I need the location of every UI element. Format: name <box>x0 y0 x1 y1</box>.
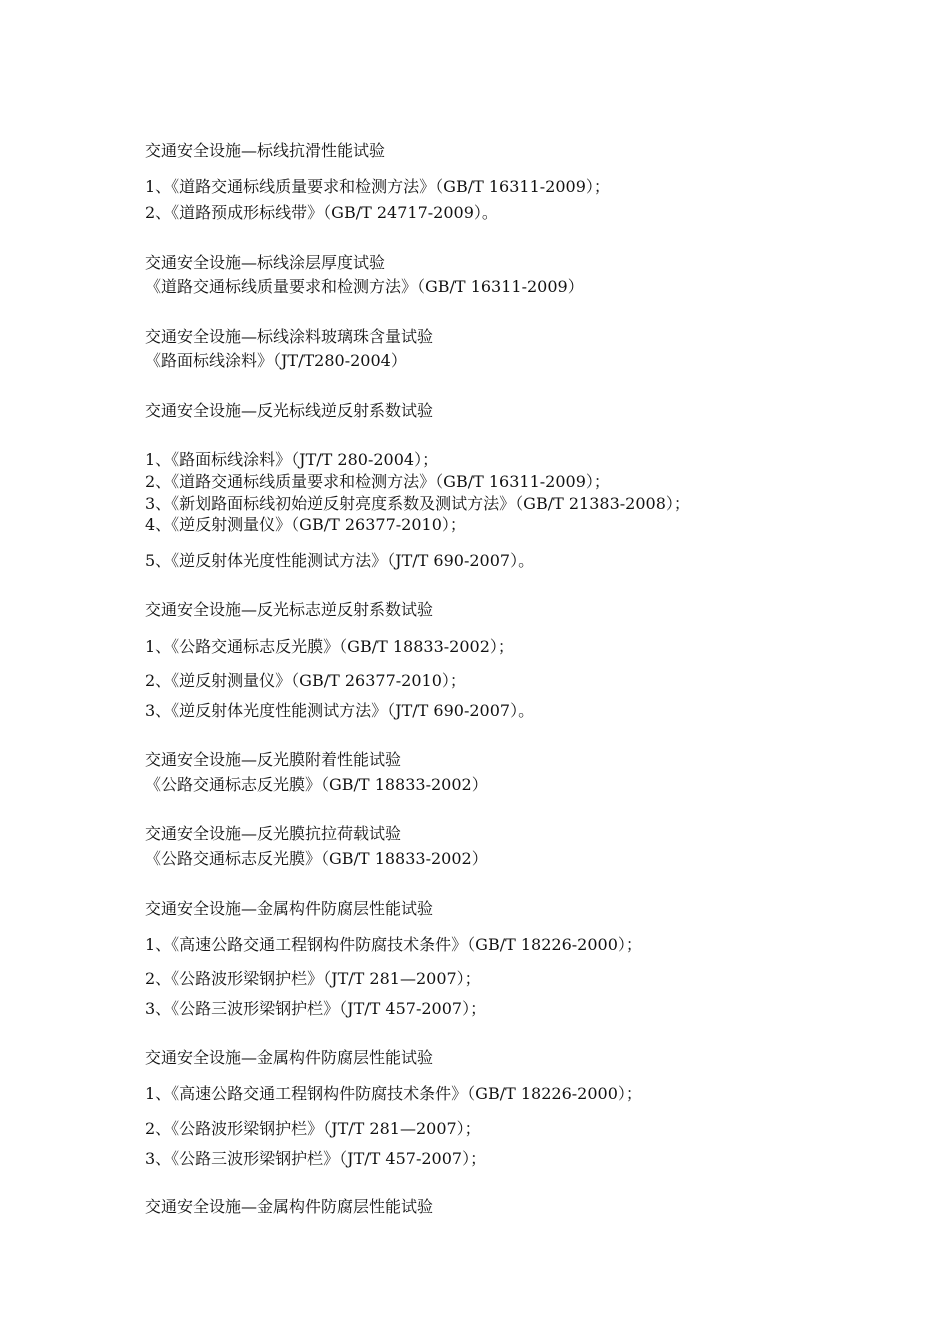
list-item: 3、《公路三波形梁钢护栏》（JT/T 457-2007）； <box>145 1149 487 1168</box>
section-heading: 交通安全设施—反光标线逆反射系数试验 <box>145 401 434 420</box>
section-heading: 交通安全设施—金属构件防腐层性能试验 <box>145 1048 434 1067</box>
list-item: 《路面标线涂料》（JT/T280-2004） <box>145 351 407 370</box>
list-item: 2、《道路交通标线质量要求和检测方法》（GB/T 16311-2009）； <box>145 472 610 491</box>
section-heading: 交通安全设施—反光标志逆反射系数试验 <box>145 600 434 619</box>
section-heading: 交通安全设施—标线抗滑性能试验 <box>145 141 386 160</box>
section-heading: 交通安全设施—标线涂层厚度试验 <box>145 253 386 272</box>
list-item: 《公路交通标志反光膜》（GB/T 18833-2002） <box>145 775 488 794</box>
list-item: 3、《新划路面标线初始逆反射亮度系数及测试方法》（GB/T 21383-2008）； <box>145 494 690 513</box>
list-item: 2、《公路波形梁钢护栏》（JT/T 281—2007）； <box>145 969 481 988</box>
list-item: 《公路交通标志反光膜》（GB/T 18833-2002） <box>145 849 488 868</box>
list-item: 2、《公路波形梁钢护栏》（JT/T 281—2007）； <box>145 1119 481 1138</box>
list-item: 1、《公路交通标志反光膜》（GB/T 18833-2002）； <box>145 637 514 656</box>
section-heading: 交通安全设施—反光膜附着性能试验 <box>145 750 402 769</box>
list-item: 4、《逆反射测量仪》（GB/T 26377-2010）； <box>145 515 466 534</box>
list-item: 《道路交通标线质量要求和检测方法》（GB/T 16311-2009） <box>145 277 584 296</box>
list-item: 1、《路面标线涂料》（JT/T 280-2004）； <box>145 450 439 469</box>
list-item: 5、《逆反射体光度性能测试方法》（JT/T 690-2007）。 <box>145 551 535 570</box>
list-item: 3、《公路三波形梁钢护栏》（JT/T 457-2007）； <box>145 999 487 1018</box>
list-item: 2、《逆反射测量仪》（GB/T 26377-2010）； <box>145 671 466 690</box>
list-item: 2、《道路预成形标线带》（GB/T 24717-2009）。 <box>145 203 498 222</box>
section-heading: 交通安全设施—金属构件防腐层性能试验 <box>145 1197 434 1216</box>
section-heading: 交通安全设施—反光膜抗拉荷载试验 <box>145 824 402 843</box>
list-item: 1、《道路交通标线质量要求和检测方法》（GB/T 16311-2009）； <box>145 177 610 196</box>
list-item: 1、《高速公路交通工程钢构件防腐技术条件》（GB/T 18226-2000）； <box>145 935 642 954</box>
list-item: 3、《逆反射体光度性能测试方法》（JT/T 690-2007）。 <box>145 701 535 720</box>
section-heading: 交通安全设施—标线涂料玻璃珠含量试验 <box>145 327 434 346</box>
section-heading: 交通安全设施—金属构件防腐层性能试验 <box>145 899 434 918</box>
list-item: 1、《高速公路交通工程钢构件防腐技术条件》（GB/T 18226-2000）； <box>145 1084 642 1103</box>
